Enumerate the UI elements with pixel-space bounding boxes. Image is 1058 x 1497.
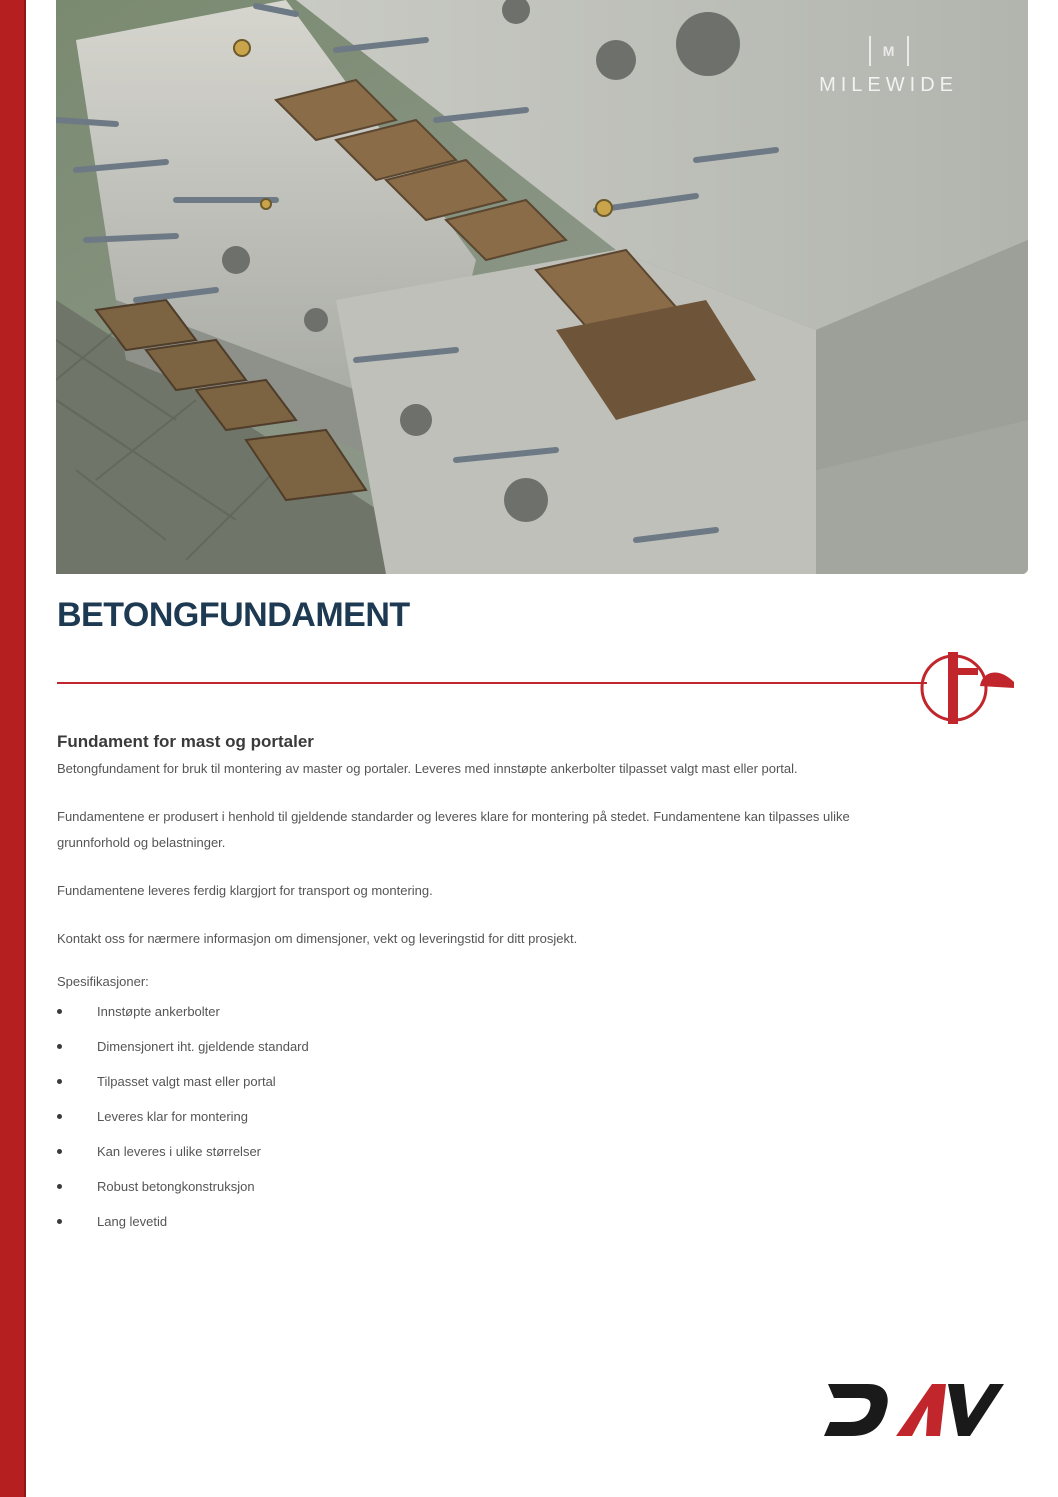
brand-mark-icon: M xyxy=(869,36,909,66)
title-divider xyxy=(57,682,927,684)
bullet-icon xyxy=(57,1079,62,1084)
bullet-icon xyxy=(57,1044,62,1049)
spec-item-label: Dimensjonert iht. gjeldende standard xyxy=(97,1039,309,1054)
bullet-icon xyxy=(57,1219,62,1224)
spec-item-label: Kan leveres i ulike størrelser xyxy=(97,1144,261,1159)
bullet-icon xyxy=(57,1184,62,1189)
spec-item-label: Tilpasset valgt mast eller portal xyxy=(97,1074,276,1089)
brand-logo xyxy=(819,36,958,97)
body-paragraph: Kontakt oss for nærmere informasjon om dimensjoner, vekt og leveringstid for ditt prosjekt. xyxy=(57,931,578,946)
spec-item xyxy=(57,1176,917,1211)
page-title: BETONGFUNDAMENT xyxy=(57,596,410,634)
spec-item xyxy=(57,1071,917,1106)
side-accent-bar-edge xyxy=(24,0,26,1497)
spec-item-label: Robust betongkonstruksjon xyxy=(97,1179,255,1194)
spec-item xyxy=(57,1211,917,1246)
spec-heading: Spesifikasjoner: xyxy=(57,974,149,989)
body-paragraph: Betongfundament for bruk til montering av master og portaler. Leveres med innstøpte ankerbolter tilpasset valgt mast eller portal. xyxy=(57,761,798,776)
side-accent-bar xyxy=(0,0,24,1497)
company-emblem-icon xyxy=(918,646,1018,726)
dav-logo xyxy=(824,1376,1004,1442)
spec-item xyxy=(57,1001,917,1036)
brand-name: MILEWIDE xyxy=(819,74,958,96)
hero-photo xyxy=(56,0,1028,574)
section-subtitle: Fundament for mast og portaler xyxy=(57,732,314,751)
spec-item-label: Leveres klar for montering xyxy=(97,1109,249,1124)
body-paragraph: Fundamentene leveres ferdig klargjort for transport og montering. xyxy=(57,883,433,898)
bullet-icon xyxy=(57,1114,62,1119)
spec-item xyxy=(57,1036,917,1071)
spec-item-label: Innstøpte ankerbolter xyxy=(97,1004,220,1019)
bullet-icon xyxy=(57,1009,62,1014)
spec-item xyxy=(57,1106,917,1141)
spec-list xyxy=(57,1001,917,1246)
bullet-icon xyxy=(57,1149,62,1154)
main-content xyxy=(57,732,917,1246)
spec-item-label: Lang levetid xyxy=(97,1214,168,1229)
spec-item xyxy=(57,1141,917,1176)
body-paragraph: Fundamentene er produsert i henhold til gjeldende standarder og leveres klare for montering på stedet. Fundamentene kan tilpasses ulike grunnforhold og belastninger. xyxy=(57,809,850,850)
